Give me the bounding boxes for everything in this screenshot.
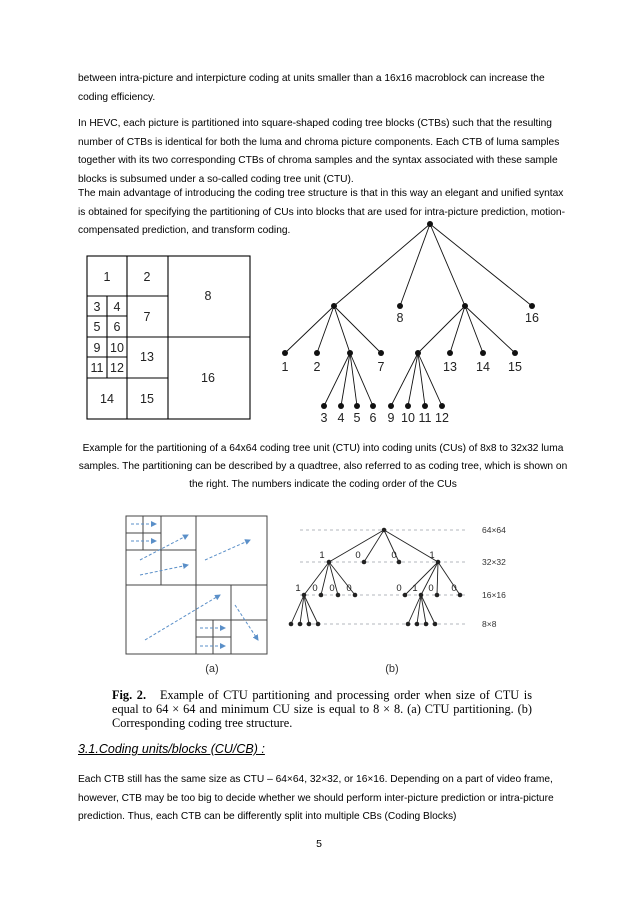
block-label: 13 bbox=[140, 350, 154, 364]
block-label: 15 bbox=[140, 392, 154, 406]
tree-node-label: 15 bbox=[508, 360, 522, 374]
block-label: 8 bbox=[204, 289, 212, 303]
level-label: 64×64 bbox=[482, 525, 506, 535]
tree-node-label: 8 bbox=[396, 311, 404, 325]
split-flag: 1 bbox=[429, 550, 435, 561]
paragraph-intro: between intra-picture and interpicture coding at units smaller than a 16x16 macroblock can increase the coding efficiency. bbox=[78, 73, 545, 103]
tree-node-label: 3 bbox=[320, 411, 328, 425]
block-label: 9 bbox=[93, 341, 101, 355]
level-label: 16×16 bbox=[482, 590, 506, 600]
tree-node-label: 9 bbox=[387, 411, 395, 425]
tree-node-label: 5 bbox=[353, 411, 361, 425]
split-flag: 0 bbox=[391, 550, 397, 561]
block-label: 5 bbox=[93, 320, 101, 334]
ctu-partition-grid bbox=[126, 516, 267, 654]
subfigure-a-label: (a) bbox=[205, 663, 219, 675]
figure-label: Fig. 2. bbox=[112, 688, 147, 702]
split-flag: 0 bbox=[312, 583, 318, 594]
tree-node-label: 2 bbox=[313, 360, 321, 374]
block-label: 11 bbox=[90, 361, 104, 375]
paragraph-hevc-ctb: In HEVC, each picture is partitioned into square-shaped coding tree blocks (CTBs) such that the resulting number of CTBs is identical for both the luma and chroma picture components. Each CTB of luma samples together with its two corresponding CTBs of chroma samples and the syntax associated with these sample blocks is subsumed under a so-called coding tree unit (CTU). bbox=[78, 118, 560, 185]
tree-node-label: 16 bbox=[525, 311, 539, 325]
page-number: 5 bbox=[316, 838, 322, 850]
split-flag: 0 bbox=[396, 583, 402, 594]
level-label: 32×32 bbox=[482, 557, 506, 567]
tree-node-label: 10 bbox=[401, 411, 415, 425]
split-flag: 1 bbox=[295, 583, 301, 594]
split-flag: 1 bbox=[319, 550, 325, 561]
tree-node-label: 7 bbox=[377, 360, 385, 374]
tree-node-label: 12 bbox=[435, 411, 449, 425]
tree-node-label: 11 bbox=[418, 411, 432, 425]
block-label: 16 bbox=[201, 371, 215, 385]
subfigure-b-label: (b) bbox=[385, 663, 399, 675]
block-label: 1 bbox=[103, 270, 111, 284]
paragraph-coding-tree: The main advantage of introducing the coding tree structure is that in this way an elegant and unified syntax is obtained for specifying the partitioning of CUs into blocks that are used for intra-picture prediction, motion-compensated prediction, and transform coding. bbox=[78, 188, 565, 236]
tree-node-label: 4 bbox=[337, 411, 345, 425]
tree-node-label: 13 bbox=[443, 360, 457, 374]
split-flag: 1 bbox=[412, 583, 418, 594]
split-flag: 0 bbox=[346, 583, 352, 594]
tree-node-label: 14 bbox=[476, 360, 490, 374]
block-label: 3 bbox=[93, 300, 101, 314]
block-label: 4 bbox=[113, 300, 121, 314]
block-label: 14 bbox=[100, 392, 114, 406]
block-label: 10 bbox=[110, 341, 124, 355]
figure-caption-1: Example for the partitioning of a 64x64 coding tree unit (CTU) into coding units (CUs) of 8x8 to 32x32 luma samples. The partitioning can be described by a quadtree, also referred to as coding tree, which is shown on the right. The numbers indicate the coding order of the CUs bbox=[78, 443, 568, 490]
tree-node-label: 1 bbox=[281, 360, 289, 374]
split-flag: 0 bbox=[355, 550, 361, 561]
tree-node-label: 6 bbox=[369, 411, 377, 425]
paragraph-coding-blocks: Each CTB still has the same size as CTU – 64×64, 32×32, or 16×16. Depending on a part of video frame, however, CTB may be too big to decide whether we should perform inter-picture prediction or intra-picture prediction. Thus, each CTB can be differently split into multiple CBs (Coding Blocks) bbox=[78, 774, 554, 822]
coding-tree-diagram bbox=[285, 224, 532, 406]
block-label: 2 bbox=[143, 270, 151, 284]
ctu-partition-figure bbox=[0, 0, 638, 440]
split-flag: 0 bbox=[329, 583, 335, 594]
level-label: 8×8 bbox=[482, 619, 497, 629]
coding-tree-b bbox=[291, 530, 460, 624]
ctu-processing-figure bbox=[0, 500, 638, 685]
block-label: 12 bbox=[110, 361, 124, 375]
level-lines bbox=[300, 530, 465, 624]
block-label: 6 bbox=[113, 320, 121, 334]
figure-caption-2 bbox=[112, 688, 532, 730]
figure-caption-text: Example of CTU partitioning and processing order when size of CTU is equal to 64 × 64 and minimum CU size is equal to 8 × 8. (a) CTU partitioning. (b) Corresponding coding tree structure. bbox=[112, 688, 532, 730]
section-heading: 3.1.Coding units/blocks (CU/CB) : bbox=[78, 742, 265, 756]
split-flag: 0 bbox=[451, 583, 457, 594]
split-flag: 0 bbox=[428, 583, 434, 594]
block-label: 7 bbox=[143, 310, 151, 324]
